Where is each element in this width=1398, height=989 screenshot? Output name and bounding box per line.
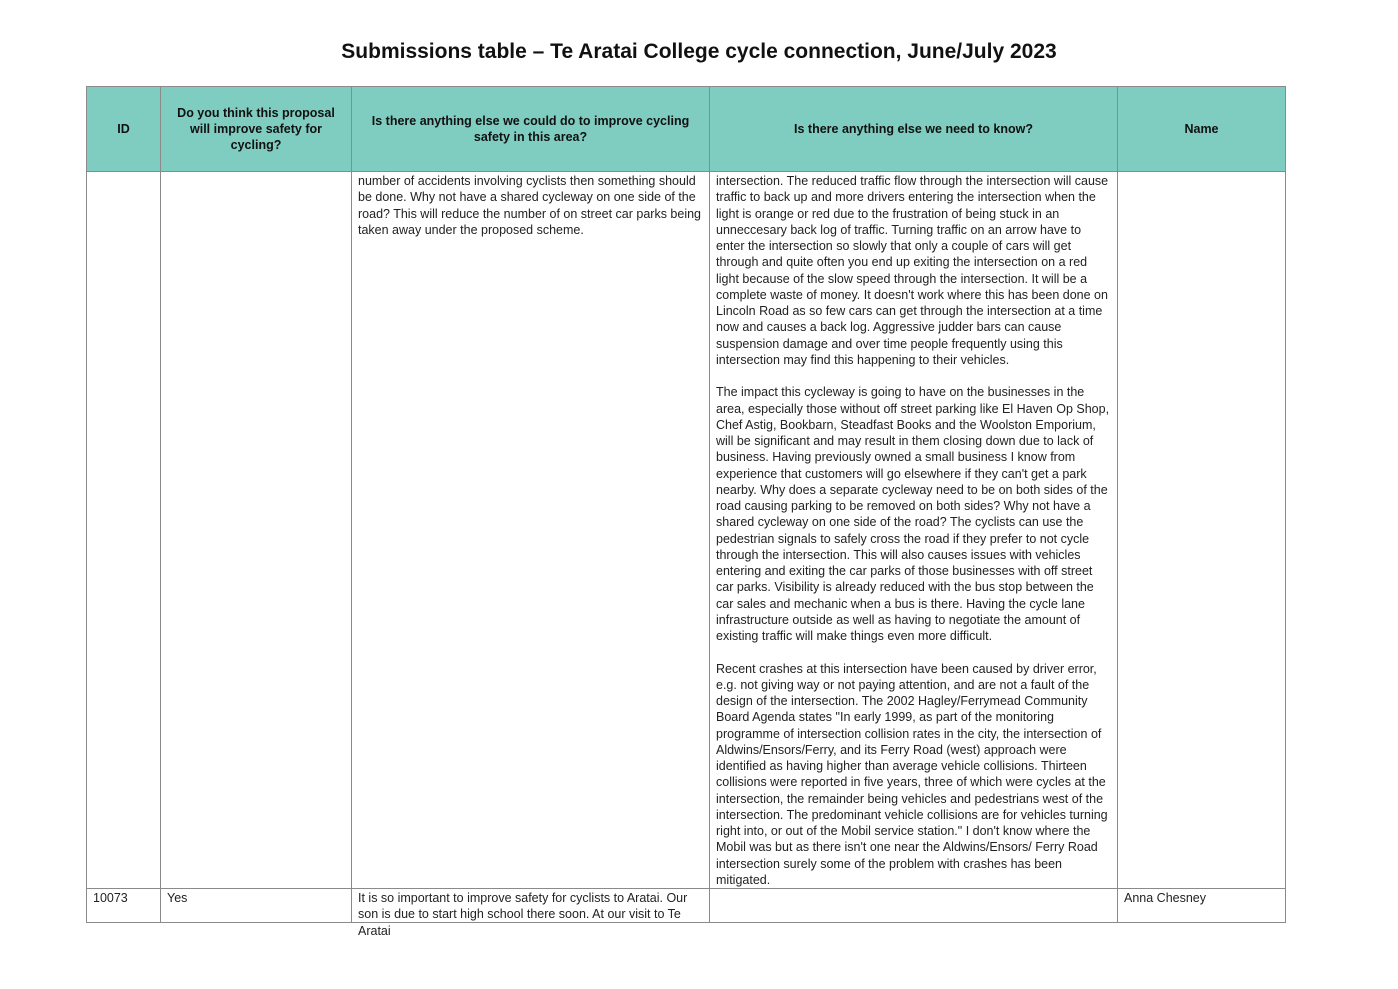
- cell-improve-safety: Yes: [161, 889, 352, 923]
- cell-need-to-know: [710, 172, 1118, 889]
- column-header-name: Name: [1118, 87, 1286, 172]
- submissions-table: [86, 86, 1286, 938]
- column-header-need-to-know: Is there anything else we need to know?: [710, 87, 1118, 172]
- table-header-row: [87, 87, 1286, 172]
- paragraph: Recent crashes at this intersection have been caused by driver error, e.g. not giving way or not paying attention, and are not a fault of the design of the intersection. The 2002 Hagley/Ferrymead Community Board Agenda states "In early 1999, as part of the monitoring programme of intersection collision rates in the city, the intersection of Aldwins/Ensors/Ferry, and its Ferry Road (west) approach were identified as having higher than average vehicle collisions. Thirteen collisions were reported in five years, three of which were cycles at the intersection, the remainder being vehicles and pedestrians west of the intersection. The predominant vehicle collisions are for vehicles turning right into, or out of the Mobil service station." I don't know where the Mobil was but as there isn't one near the Aldwins/Ensors/ Ferry Road intersection surely some of the problem with crashes has been mitigated.: [716, 661, 1108, 887]
- paragraph: intersection. The reduced traffic flow through the intersection will cause traffic to back up and more drivers entering the intersection when the light is orange or red due to the frustration of being stuck in an unneccesary back log of traffic. Turning traffic on an arrow have to enter the intersection so slowly that only a couple of cars will get through and quite often you end up exiting the intersection on a red light because of the slow speed through the intersection. It will be a complete waste of money. It doesn't work where this has been done on Lincoln Road as so few cars can get through the intersection at a time now and causes a back log. Aggressive judder bars can cause suspension damage and over time people frequently using this intersection may find this happening to their vehicles.: [716, 174, 1109, 367]
- cell-improve-safety: [161, 172, 352, 889]
- table-row: [87, 172, 1286, 889]
- cell-improve-cycling: [352, 889, 710, 938]
- cell-id: [87, 172, 161, 889]
- column-header-improve-safety: Do you think this proposal will improve safety for cycling?: [161, 87, 352, 172]
- cell-id: 10073: [87, 889, 161, 923]
- document-title: Submissions table – Te Aratai College cycle connection, June/July 2023: [341, 40, 1057, 63]
- paragraph: The impact this cycleway is going to have on the businesses in the area, especially those without off street parking like El Haven Op Shop, Chef Astig, Bookbarn, Steadfast Books and the Woolston Emporium, will be significant and may result in them closing down due to lack of business. Having previously owned a small business I know from experience that customers will go elsewhere if they can't get a park nearby. Why does a separate cycleway need to be on both sides of the road causing parking to be removed on both sides? Why not have a shared cycleway on one side of the road? The cyclists can use the pedestrian signals to safely cross the road if they prefer to not cycle through the intersection. This will also causes issues with vehicles entering and exiting the car parks of those businesses with off street car parks. Visibility is already reduced with the bus stop between the car sales and mechanic when a bus is there. Having the cycle lane infrastructure outside as well as having to negotiate the amount of existing traffic will make things even more difficult.: [716, 385, 1110, 643]
- column-header-id: ID: [87, 87, 161, 172]
- cell-text: It is so important to improve safety for cyclists to Aratai. Our son is due to start high school there soon. At our visit to Te Aratai: [358, 891, 688, 938]
- cell-name: [1118, 172, 1286, 889]
- cell-name: Anna Chesney: [1118, 889, 1286, 923]
- table-row: [87, 889, 1286, 923]
- cell-improve-cycling: number of accidents involving cyclists then something should be done. Why not have a shared cycleway on one side of the road? This will reduce the number of on street car parks being taken away under the proposed scheme.: [352, 172, 710, 889]
- column-header-improve-cycling: Is there anything else we could do to improve cycling safety in this area?: [352, 87, 710, 172]
- cell-need-to-know: [710, 889, 1118, 923]
